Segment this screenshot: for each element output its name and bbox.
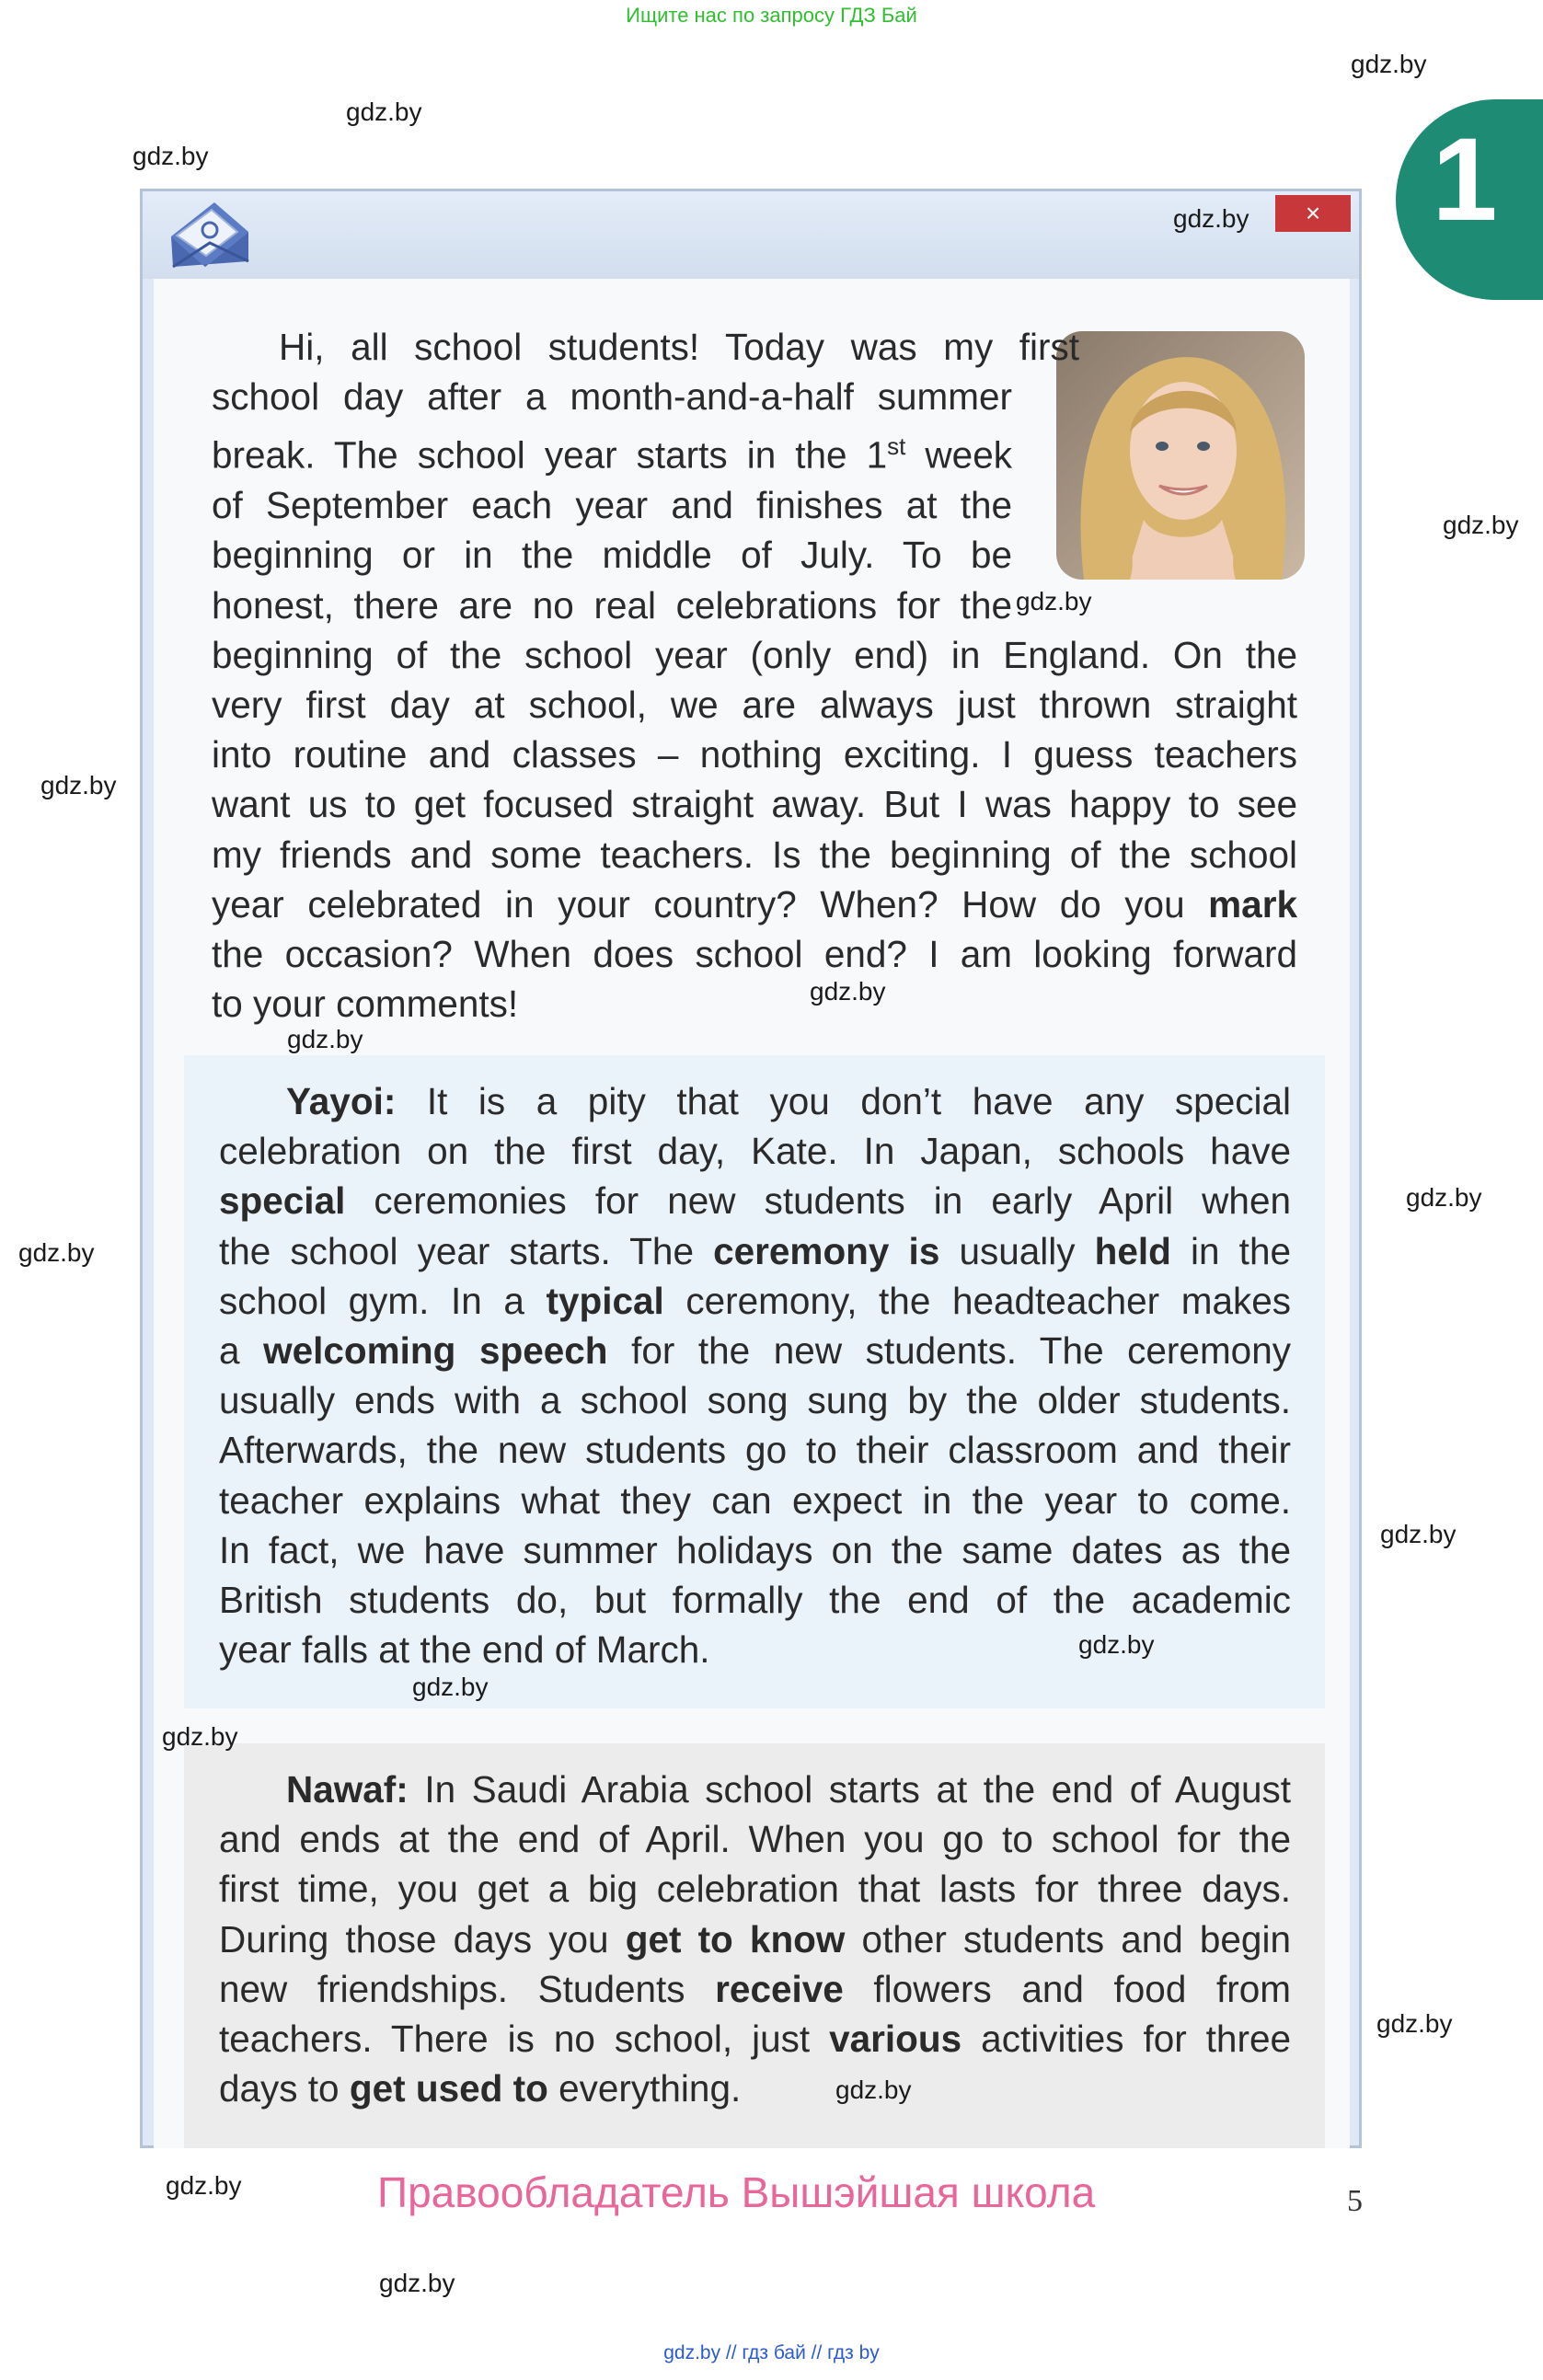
bold-word: mark bbox=[1208, 882, 1297, 926]
text-line: beginning or in the middle of July. To be bbox=[212, 534, 1012, 577]
text-line bbox=[219, 1076, 1291, 1126]
text-span: break. The school year starts in the 1 bbox=[212, 433, 888, 477]
superscript: st bbox=[887, 432, 906, 461]
watermark: gdz.by bbox=[379, 2269, 455, 2297]
kate-post bbox=[212, 322, 1297, 1029]
unit-number: 1 bbox=[1432, 114, 1498, 246]
watermark: gdz.by bbox=[1376, 2009, 1453, 2038]
text-line: British students do, but formally the end of the academic bbox=[219, 1579, 1291, 1622]
watermark: gdz.by bbox=[1173, 204, 1249, 233]
top-banner[interactable]: Ищите нас по запросу ГДЗ Бай bbox=[626, 4, 917, 27]
text-line bbox=[219, 1765, 1291, 1814]
watermark: gdz.by bbox=[1406, 1183, 1482, 1212]
text-line bbox=[219, 1326, 1291, 1375]
copyright-notice: Правообладатель Вышэйшая школа bbox=[377, 2168, 1096, 2216]
watermark: gdz.by bbox=[132, 142, 209, 170]
text-span: year celebrated in your country? When? How do you bbox=[212, 882, 1185, 926]
watermark: gdz.by bbox=[810, 977, 886, 1006]
watermark: gdz.by bbox=[835, 2075, 912, 2104]
text-line: Afterwards, the new students go to their classroom and their bbox=[219, 1429, 1291, 1472]
bold-word: get to know bbox=[625, 1917, 846, 1960]
text-span: everything. bbox=[547, 2067, 742, 2110]
bold-word: welcoming speech bbox=[263, 1329, 608, 1373]
bold-word: ceremony is bbox=[713, 1229, 940, 1272]
text-span: During those days you bbox=[219, 1917, 626, 1960]
watermark: gdz.by bbox=[1016, 587, 1092, 615]
text-span: a bbox=[219, 1329, 264, 1373]
text-span: days to bbox=[219, 2067, 350, 2110]
watermark: gdz.by bbox=[40, 771, 117, 799]
text-line bbox=[219, 1964, 1291, 2014]
text-span: activities for three bbox=[961, 2018, 1291, 2061]
text-span: In Saudi Arabia school starts at the end of August bbox=[408, 1768, 1291, 1811]
text-line: first time, you get a big celebration that lasts for three days. bbox=[219, 1868, 1291, 1911]
text-span: in the bbox=[1170, 1229, 1291, 1272]
yayoi-comment bbox=[219, 1076, 1291, 1674]
text-line bbox=[219, 1176, 1291, 1225]
text-line bbox=[219, 2064, 1291, 2113]
bold-word: held bbox=[1094, 1229, 1171, 1272]
text-line bbox=[212, 421, 1012, 480]
watermark: gdz.by bbox=[1443, 511, 1519, 539]
text-line: school day after a month-and-a-half summer bbox=[212, 375, 1012, 419]
text-line: teacher explains what they can expect in the year to come. bbox=[219, 1478, 1291, 1522]
watermark: gdz.by bbox=[412, 1673, 489, 1701]
text-span: ceremony, the headteacher makes bbox=[663, 1279, 1291, 1322]
text-line: the occasion? When does school end? I am looking forward bbox=[212, 932, 1297, 975]
text-span: ceremonies for new students in early April when bbox=[345, 1179, 1291, 1223]
text-line: beginning of the school year (only end) in England. On the bbox=[212, 633, 1297, 676]
text-line: Hi, all school students! Today was my first bbox=[279, 326, 1079, 368]
bold-word: typical bbox=[546, 1279, 664, 1322]
text-span: week bbox=[905, 433, 1012, 477]
watermark: gdz.by bbox=[287, 1025, 363, 1053]
text-line bbox=[219, 1276, 1291, 1326]
text-line bbox=[212, 880, 1297, 929]
page-number: 5 bbox=[1347, 2184, 1363, 2218]
nawaf-comment bbox=[219, 1765, 1291, 2113]
text-line: want us to get focused straight away. But I was happy to see bbox=[212, 783, 1297, 826]
text-span: for the new students. The ceremony bbox=[607, 1329, 1291, 1373]
text-span: usually bbox=[939, 1229, 1095, 1272]
watermark: gdz.by bbox=[346, 98, 422, 126]
text-line: of September each year and finishes at the bbox=[212, 484, 1012, 527]
watermark: gdz.by bbox=[1078, 1630, 1155, 1659]
text-line: celebration on the first day, Kate. In Japan, schools have bbox=[219, 1130, 1291, 1173]
watermark: gdz.by bbox=[162, 1722, 238, 1751]
text-span: new friendships. Students bbox=[219, 1967, 716, 2010]
text-line: into routine and classes – nothing exciting. I guess teachers bbox=[212, 733, 1297, 776]
text-span: teachers. There is no school, just bbox=[219, 2018, 830, 2061]
text-span: It is a pity that you don’t have any special bbox=[396, 1080, 1291, 1122]
watermark: gdz.by bbox=[18, 1238, 95, 1267]
text-span: flowers and food from bbox=[843, 1967, 1291, 2010]
text-line: to your comments! bbox=[212, 983, 519, 1026]
bold-word: various bbox=[829, 2018, 962, 2061]
commenter-name: Yayoi: bbox=[286, 1080, 397, 1122]
bold-word: special bbox=[219, 1179, 346, 1223]
text-line bbox=[219, 1914, 1291, 1964]
text-span: school gym. In a bbox=[219, 1279, 547, 1322]
watermark: gdz.by bbox=[1380, 1520, 1457, 1548]
commenter-name: Nawaf: bbox=[286, 1768, 409, 1811]
text-line: In fact, we have summer holidays on the same dates as the bbox=[219, 1528, 1291, 1571]
text-line: year falls at the end of March. bbox=[219, 1628, 710, 1672]
text-line bbox=[219, 1226, 1291, 1276]
bold-word: get used to bbox=[349, 2067, 548, 2110]
text-line: very first day at school, we are always just thrown straight bbox=[212, 683, 1297, 726]
text-line: my friends and some teachers. Is the beginning of the school bbox=[212, 833, 1297, 876]
watermark: gdz.by bbox=[1351, 50, 1427, 78]
bold-word: receive bbox=[715, 1967, 844, 2010]
watermark: gdz.by bbox=[166, 2171, 242, 2200]
text-span: the school year starts. The bbox=[219, 1229, 714, 1272]
close-button[interactable]: × bbox=[1275, 195, 1351, 232]
bottom-links[interactable]: gdz.by // гдз бай // гдз by bbox=[663, 2342, 880, 2363]
mail-envelope-icon bbox=[164, 195, 256, 282]
text-span: other students and begin bbox=[845, 1917, 1291, 1960]
text-line: usually ends with a school song sung by the older students. bbox=[219, 1379, 1291, 1422]
text-line bbox=[219, 2014, 1291, 2064]
text-line: and ends at the end of April. When you go to school for the bbox=[219, 1818, 1291, 1861]
text-line: honest, there are no real celebrations for the bbox=[212, 583, 1012, 627]
